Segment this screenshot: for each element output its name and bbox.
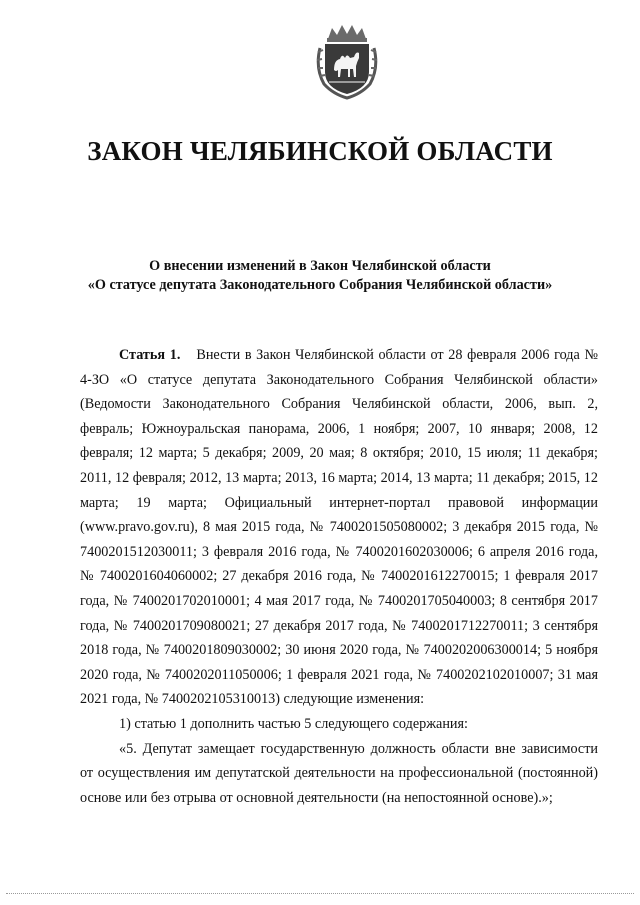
amendment-item-1-quote: «5. Депутат замещает государственную должность области вне зависимости от осуществления им депутатской деятельности на профессиональной (постоянной) основе или без отрыва от основной деятельности (на непостоянной основе).»; <box>80 740 598 806</box>
page-bottom-divider <box>6 893 634 894</box>
coat-of-arms-icon <box>314 22 380 100</box>
law-body <box>80 343 598 810</box>
law-title: ЗАКОН ЧЕЛЯБИНСКОЙ ОБЛАСТИ <box>87 136 553 166</box>
subtitle-line-1: О внесении изменений в Закон Челябинской области <box>149 258 491 274</box>
article-text: Внести в Закон Челябинской области от 28 февраля 2006 года № 4-ЗО «О статусе депутата Законодательного Собрания Челябинской области» (Ведомости Законодательного Собрания Челябинской области, 2006, вып. 2, февраль; Южноуральская панорама, 2006, 1 ноября; 2007, 10 января; 2008, 12 февраля; 12 марта; 5 декабря; 2009, 20 мая; 8 октября; 2010, 15 июля; 11 декабря; 2011, 12 февраля; 2012, 13 марта; 2013, 16 марта; 2014, 13 марта; 11 декабря; 2015, 12 марта; 19 марта; Официальный интернет-портал правовой информации (www.pravo.gov.ru), 8 мая 2015 года, № 7400201505080002; 3 декабря 2015 года, № 7400201512030011; 3 февраля 2016 года, № 7400201602030006; 6 апреля 2016 года, № 7400201604060002; 27 декабря 2016 года, № 7400201612270015; 1 февраля 2017 года, № 7400201702010001; 4 мая 2017 года, № 7400201705040003; 8 сентября 2017 года, № 7400201709080021; 27 декабря 2017 года, № 7400201712270011; 3 сентября 2018 года, № 7400201809030002; 30 июня 2020 года, № 7400202006300014; 5 ноября 2020 года, № 7400202011050006; 1 февраля 2021 года, № 7400202102010007; 31 мая 2021 года, № 7400202105310013) следующие изменения: <box>80 347 598 708</box>
subtitle-line-2: «О статусе депутата Законодательного Собрания Челябинской области» <box>87 277 553 293</box>
amendment-item-1: 1) статью 1 дополнить частью 5 следующего содержания: <box>119 715 468 732</box>
article-1-paragraph <box>80 343 598 712</box>
law-subtitle <box>0 257 640 295</box>
article-label: Статья 1. <box>119 347 181 363</box>
